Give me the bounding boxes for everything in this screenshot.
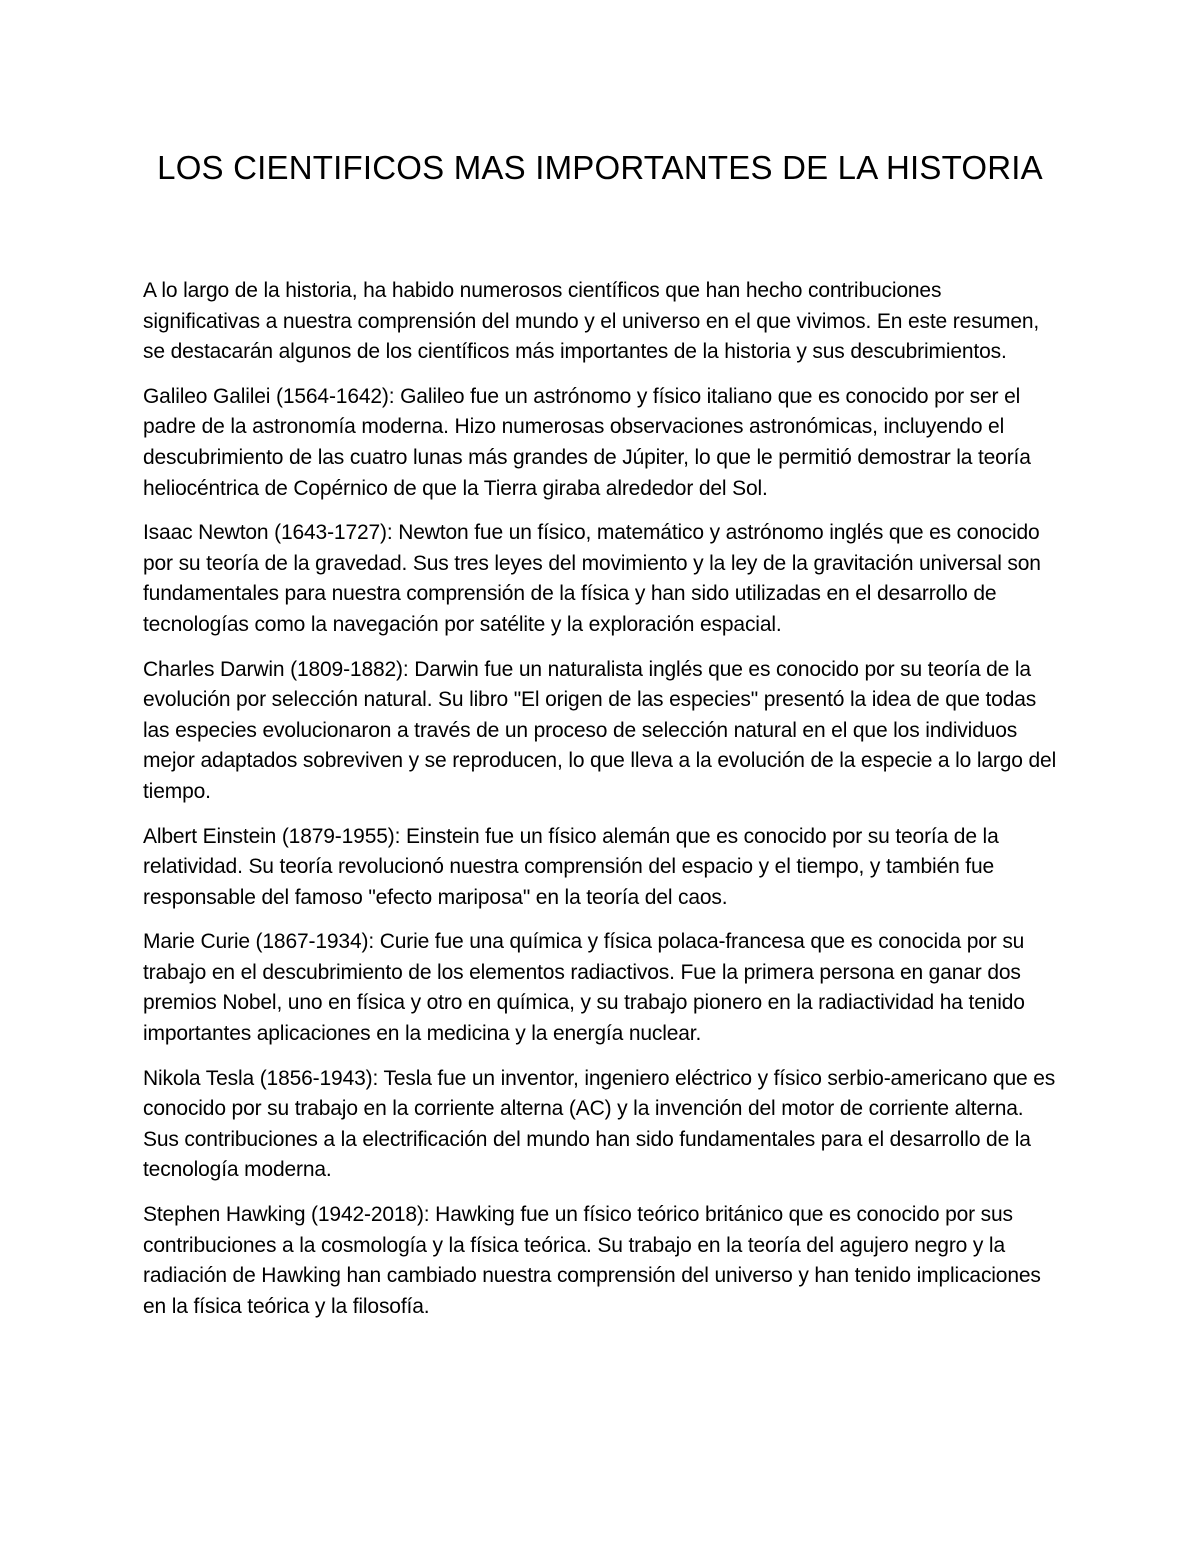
- paragraph-hawking: Stephen Hawking (1942-2018): Hawking fue un físico teórico británico que es conocido por sus contribuciones a la cosmología y la física teórica. Su trabajo en la teoría del agujero negro y la radiación de Hawking han cambiado nuestra comprensión del universo y han tenido implicaciones en la física teórica y la filosofía.: [143, 1203, 1041, 1318]
- paragraph-tesla: Nikola Tesla (1856-1943): Tesla fue un inventor, ingeniero eléctrico y físico serbio-americano que es conocido por su trabajo en la corriente alterna (AC) y la invención del motor de corriente alterna. Sus contribuciones a la electrificación del mundo han sido fundamentales para el desarrollo de la tecnología moderna.: [143, 1066, 1056, 1182]
- paragraph-galileo: Galileo Galilei (1564-1642): Galileo fue un astrónomo y físico italiano que es conocido por ser el padre de la astronomía moderna. Hizo numerosas observaciones astronómicas, incluyendo el descubrimiento de las cuatro lunas más grandes de Júpiter, lo que le permitió demostrar la teoría heliocéntrica de Copérnico de que la Tierra giraba alrededor del Sol.: [143, 384, 1031, 500]
- paragraph-newton: Isaac Newton (1643-1727): Newton fue un físico, matemático y astrónomo inglés que es conocido por su teoría de la gravedad. Sus tres leyes del movimiento y la ley de la gravitación universal son fundamentales para nuestra comprensión de la física y han sido utilizadas en el desarrollo de tecnologías como la navegación por satélite y la exploración espacial.: [143, 521, 1041, 636]
- document-body: [143, 276, 1063, 1336]
- paragraph-curie: Marie Curie (1867-1934): Curie fue una química y física polaca-francesa que es conocida por su trabajo en el descubrimiento de los elementos radiactivos. Fue la primera persona en ganar dos premios Nobel, uno en física y otro en química, y su trabajo pionero en la radiactividad ha tenido importantes aplicaciones en la medicina y la energía nuclear.: [143, 930, 1025, 1046]
- paragraph-einstein: Albert Einstein (1879-1955): Einstein fue un físico alemán que es conocido por su teoría de la relatividad. Su teoría revolucionó nuestra comprensión del espacio y el tiempo, y también fue responsable del famoso "efecto mariposa" en la teoría del caos.: [143, 824, 999, 909]
- paragraph-intro: A lo largo de la historia, ha habido numerosos científicos que han hecho contribuciones significativas a nuestra comprensión del mundo y el universo en el que vivimos. En este resumen, se destacarán algunos de los científicos más importantes de la historia y sus descubrimientos.: [143, 279, 1040, 364]
- document-title: LOS CIENTIFICOS MAS IMPORTANTES DE LA HISTORIA: [157, 149, 1043, 186]
- paragraph-darwin: Charles Darwin (1809-1882): Darwin fue un naturalista inglés que es conocido por su teoría de la evolución por selección natural. Su libro "El origen de las especies" presentó la idea de que todas las especies evolucionaron a través de un proceso de selección natural en el que los individuos mejor adaptados sobreviven y se reproducen, lo que lleva a la evolución de la especie a lo largo del tiempo.: [143, 657, 1057, 803]
